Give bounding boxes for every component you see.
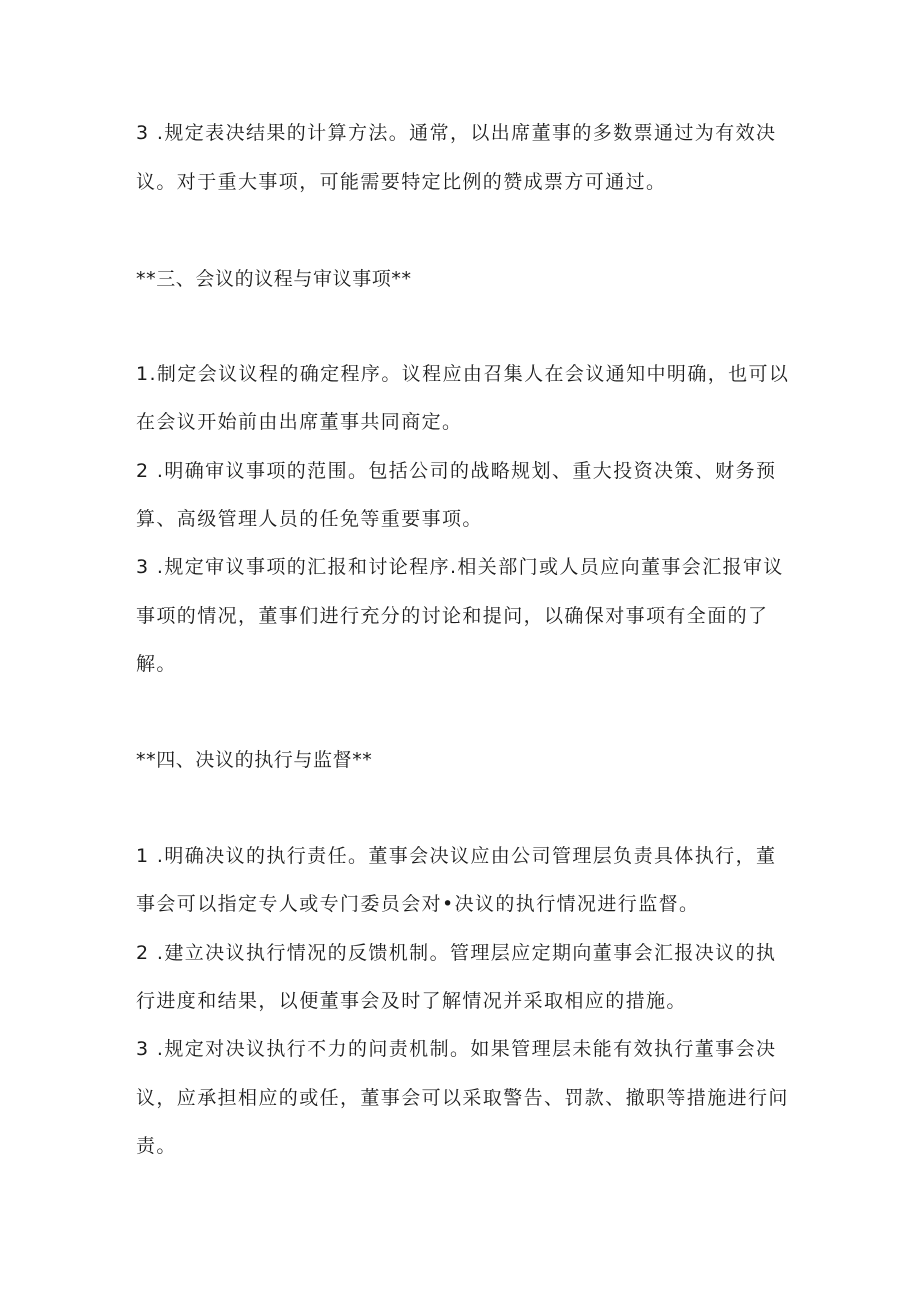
paragraph-line: 议，应承担相应的或任，董事会可以采取警告、罚款、撤职等措施进行问 [136, 1087, 789, 1109]
paragraph-line: 行进度和结果，以便董事会及时了解情况并采取相应的措施。 [136, 990, 687, 1012]
paragraph-line: 3 .规定对决议执行不力的问责机制。如果管理层未能有效执行董事会决 [136, 1038, 777, 1060]
paragraph-line: 1 .明确决议的执行责任。董事会决议应由公司管理层负责具体执行，董 [136, 845, 777, 867]
paragraph-line: 1.制定会议议程的确定程序。议程应由召集人在会议通知中明确，也可以 [136, 363, 790, 385]
paragraph-line: 解。 [136, 653, 177, 675]
paragraph-line: 3 .规定审议事项的汇报和讨论程序.相关部门或人员应向董事会汇报审议 [136, 556, 784, 578]
paragraph-line: 在会议开始前由出席董事共同商定。 [136, 411, 463, 433]
paragraph-line: 议。对于重大事项，可能需要特定比例的赞成票方可通过。 [136, 171, 667, 193]
paragraph-line: 2 .建立决议执行情况的反馈机制。管理层应定期向董事会汇报决议的执 [136, 942, 777, 964]
section-heading: **三、会议的议程与审议事项** [136, 268, 412, 290]
paragraph-line: 责。 [136, 1135, 177, 1157]
paragraph-line: 3 .规定表决结果的计算方法。通常，以出席董事的多数票通过为有效决 [136, 122, 777, 144]
section-heading: **四、决议的执行与监督** [136, 749, 373, 771]
paragraph-line: 事项的情况，董事们进行充分的讨论和提问，以确保对事项有全面的了 [136, 605, 769, 627]
paragraph-line: 事会可以指定专人或专门委员会对•决议的执行情况进行监督。 [136, 893, 700, 915]
paragraph-line: 算、高级管理人员的任免等重要事项。 [136, 508, 483, 530]
paragraph-line: 2 .明确审议事项的范围。包括公司的战略规划、重大投资决策、财务预 [136, 460, 777, 482]
